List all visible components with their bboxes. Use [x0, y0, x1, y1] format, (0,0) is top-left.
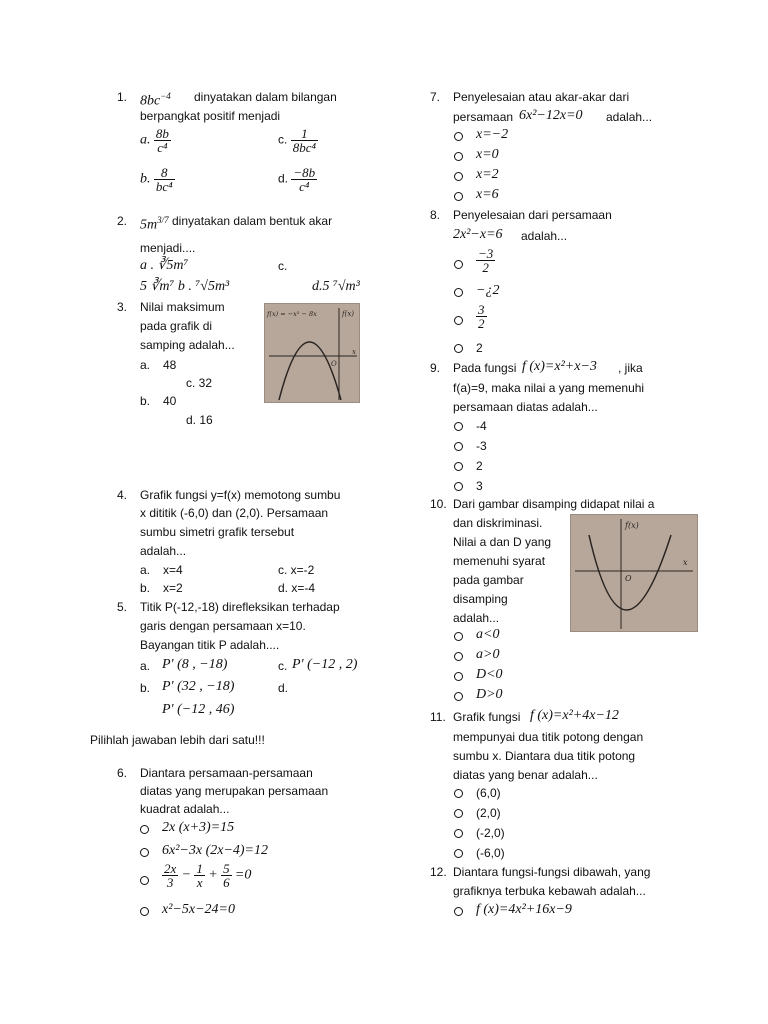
option-d: d.5 ⁷√m³ — [312, 279, 360, 294]
question-number: 3. — [117, 300, 128, 314]
option-bullet — [454, 482, 463, 491]
option-1: -4 — [476, 419, 487, 433]
question-text: Penyelesaian dari persamaan — [453, 208, 612, 222]
question-text: adalah... — [140, 544, 187, 558]
option-b: x=2 — [163, 581, 183, 595]
question-text: Diantara persamaan-persamaan — [140, 766, 313, 780]
question-text: dan diskriminasi. — [453, 516, 543, 530]
graph-origin-label: O — [625, 574, 632, 583]
question-text: berpangkat positif menjadi — [140, 109, 281, 123]
question-number: 9. — [430, 361, 441, 375]
graph-photo — [264, 303, 360, 403]
question-text: memenuhi syarat — [453, 554, 546, 568]
option-bullet — [454, 152, 463, 161]
option-1: a<0 — [476, 627, 500, 642]
option-bullet — [454, 422, 463, 431]
parabola-graph — [571, 515, 697, 631]
question-number: 1. — [117, 90, 128, 104]
option-bullet — [454, 462, 463, 471]
option-a: a . ∛5m⁷ — [140, 258, 189, 273]
graph-x-label: x — [352, 348, 356, 356]
option-bullet — [454, 849, 463, 858]
question-text: kuadrat adalah... — [140, 802, 230, 816]
question-number: 8. — [430, 208, 441, 222]
math-expression: 2x²−x=6 — [453, 227, 503, 242]
option-3: x=2 — [476, 167, 499, 182]
math-expression: $8bc^{-4}$ — [140, 91, 171, 109]
option-4: x=6 — [476, 187, 499, 202]
option-3: (-2,0) — [476, 826, 505, 840]
question-number: 5. — [117, 600, 128, 614]
option-3-fraction: $\frac{3}{2}$ — [478, 302, 485, 331]
fraction: $\frac{8}{\text{bc⁴}}$ — [155, 165, 173, 194]
question-text: pada grafik di — [140, 319, 213, 333]
question-text: Titik P(-12,-18) direfleksikan terhadap — [140, 600, 340, 614]
graph-origin-label: O — [331, 360, 337, 368]
option-2: a>0 — [476, 647, 500, 662]
question-text: Diantara fungsi-fungsi dibawah, yang — [453, 865, 651, 879]
option-bullet — [454, 829, 463, 838]
question-text: sumbu x. Diantara dua titik potong — [453, 749, 636, 763]
graph-x-label: x — [683, 558, 688, 567]
math-expression: 6x²−12x=0 — [519, 108, 583, 123]
option-bullet — [454, 632, 463, 641]
fraction: $\frac{1}{\text{8bc⁴}}$ — [292, 126, 316, 155]
option-1: (6,0) — [476, 786, 501, 800]
option-a-label: a. — [140, 358, 151, 372]
question-text: garis dengan persamaan x=10. — [140, 619, 306, 633]
question-text: samping adalah... — [140, 338, 235, 352]
option-bullet — [454, 316, 463, 325]
option-3: D<0 — [476, 667, 503, 682]
option-a-label: a. — [140, 563, 151, 577]
option-b-label: b. — [140, 394, 151, 408]
option-d-label: d. — [278, 681, 289, 695]
fraction: $\frac{5}{6}$ — [223, 861, 230, 890]
fraction: $\frac{-8b}{\text{c⁴}}$ — [293, 165, 316, 194]
graph-function-label: f(x) = −x² − 8x — [267, 310, 317, 318]
question-text: disamping — [453, 592, 508, 606]
option-2: -3 — [476, 439, 487, 453]
option-c: c. x=-2 — [278, 563, 315, 577]
parabola-graph — [265, 304, 359, 402]
option-3: 2 — [476, 459, 483, 473]
question-text: Bayangan titik P adalah.... — [140, 638, 280, 652]
option-b: P′ (32 , −18) — [162, 679, 235, 694]
question-text: diatas yang benar adalah... — [453, 768, 598, 782]
option-c: c. 32 — [186, 376, 213, 390]
question-number: 10. — [430, 497, 447, 511]
option-2: 6x²−3x (2x−4)=12 — [162, 843, 269, 858]
question-number: 7. — [430, 90, 441, 104]
math-expression: f (x)=x²+x−3 — [522, 359, 597, 374]
option-a: P′ (8 , −18) — [162, 657, 228, 672]
option-d: d. 16 — [186, 413, 213, 427]
graph-y-label: f(x) — [625, 521, 639, 530]
option-c: c. $\frac{1}{\text{8bc⁴}}$ — [278, 126, 316, 155]
option-a: x=4 — [163, 563, 183, 577]
option-b-label: b. — [140, 681, 151, 695]
option-c-and-b: 5 ∛m⁷ b . ⁷√5m³ — [140, 279, 230, 294]
option-bullet — [454, 192, 463, 201]
question-number: 11. — [430, 710, 446, 724]
question-text: persamaan diatas adalah... — [453, 400, 598, 414]
option-4: (-6,0) — [476, 846, 505, 860]
option-bullet — [140, 907, 149, 916]
option-bullet — [454, 344, 463, 353]
option-a: a. $\frac{8b}{\text{c⁴}}$ — [140, 126, 169, 155]
option-2: (2,0) — [476, 806, 501, 820]
option-3: $\frac{2x}{3}$ − $\frac{1}{x}$ + $\frac{5}{6}$ =0 — [164, 861, 252, 890]
option-bullet — [454, 132, 463, 141]
question-text: dinyatakan dalam bentuk akar — [172, 214, 333, 228]
option-bullet — [454, 907, 463, 916]
option-1: f (x)=4x²+16x−9 — [476, 902, 572, 917]
question-text: grafiknya terbuka kebawah adalah... — [453, 884, 646, 898]
question-number: 6. — [117, 766, 128, 780]
question-number: 4. — [117, 488, 128, 502]
option-b-label: b. — [140, 581, 151, 595]
question-text: adalah... — [453, 611, 500, 625]
option-1-fraction: $\frac{-3}{2}$ — [478, 246, 494, 275]
option-bullet — [454, 692, 463, 701]
option-4: D>0 — [476, 687, 503, 702]
question-number: 12. — [430, 865, 447, 879]
option-2: −¿2 — [476, 283, 500, 298]
option-bullet — [454, 260, 463, 269]
option-bullet — [454, 672, 463, 681]
option-a: 48 — [163, 358, 177, 372]
question-text: x dititik (-6,0) dan (2,0). Persamaan — [140, 506, 329, 520]
question-text: Grafik fungsi — [453, 710, 521, 724]
option-bullet — [454, 288, 463, 297]
fraction: $\frac{1}{x}$ — [196, 861, 203, 890]
option-bullet — [454, 172, 463, 181]
question-text: adalah... — [606, 110, 653, 124]
question-text: f(a)=9, maka nilai a yang memenuhi — [453, 381, 645, 395]
question-text: , jika — [618, 361, 643, 375]
instruction-text: Pilihlah jawaban lebih dari satu!!! — [90, 733, 265, 747]
math-expression: $5m^{3/7}$ — [140, 215, 169, 233]
question-text: Pada fungsi — [453, 361, 517, 375]
question-text: diatas yang merupakan persamaan — [140, 784, 329, 798]
question-number: 2. — [117, 214, 128, 228]
math-expression: f (x)=x²+4x−12 — [530, 708, 619, 723]
question-text: Dari gambar disamping didapat nilai a — [453, 497, 655, 511]
option-bullet — [454, 809, 463, 818]
option-d: d. $\frac{-8b}{\text{c⁴}}$ — [278, 165, 316, 194]
option-bullet — [454, 789, 463, 798]
option-bullet — [140, 848, 149, 857]
option-bullet — [140, 825, 149, 834]
option-4: 3 — [476, 479, 483, 493]
fraction: $\frac{8b}{\text{c⁴}}$ — [155, 126, 169, 155]
question-text: sumbu simetri grafik tersebut — [140, 525, 295, 539]
question-text: mempunyai dua titik potong dengan — [453, 730, 644, 744]
question-text: Nilai maksimum — [140, 300, 225, 314]
fraction: $\frac{2x}{3}$ — [164, 861, 177, 890]
option-bullet — [140, 876, 149, 885]
option-4: x²−5x−24=0 — [162, 902, 235, 917]
option-c: P′ (−12 , 2) — [292, 657, 358, 672]
question-text: Penyelesaian atau akar-akar dari — [453, 90, 630, 104]
option-4: 2 — [476, 341, 483, 355]
option-bullet — [454, 652, 463, 661]
option-1: x=−2 — [476, 127, 509, 142]
option-a-label: a. — [140, 659, 151, 673]
option-b: b. $\frac{8}{\text{bc⁴}}$ — [140, 165, 173, 194]
question-text: persamaan — [453, 110, 514, 124]
option-d: d. x=-4 — [278, 581, 316, 595]
question-text: menjadi.... — [140, 241, 196, 255]
question-text: Grafik fungsi y=f(x) memotong sumbu — [140, 488, 341, 502]
question-text: pada gambar — [453, 573, 524, 587]
graph-y-label: f(x) — [342, 310, 355, 318]
option-d: P′ (−12 , 46) — [162, 702, 235, 717]
option-c-label: c. — [278, 259, 288, 273]
question-text: Nilai a dan D yang — [453, 535, 552, 549]
option-2: x=0 — [476, 147, 499, 162]
option-b: 40 — [163, 394, 177, 408]
option-bullet — [454, 442, 463, 451]
option-1: 2x (x+3)=15 — [162, 820, 235, 835]
option-c-label: c. — [278, 659, 288, 673]
question-text: adalah... — [521, 229, 568, 243]
question-text: dinyatakan dalam bilangan — [194, 90, 337, 104]
graph-photo — [570, 514, 698, 632]
